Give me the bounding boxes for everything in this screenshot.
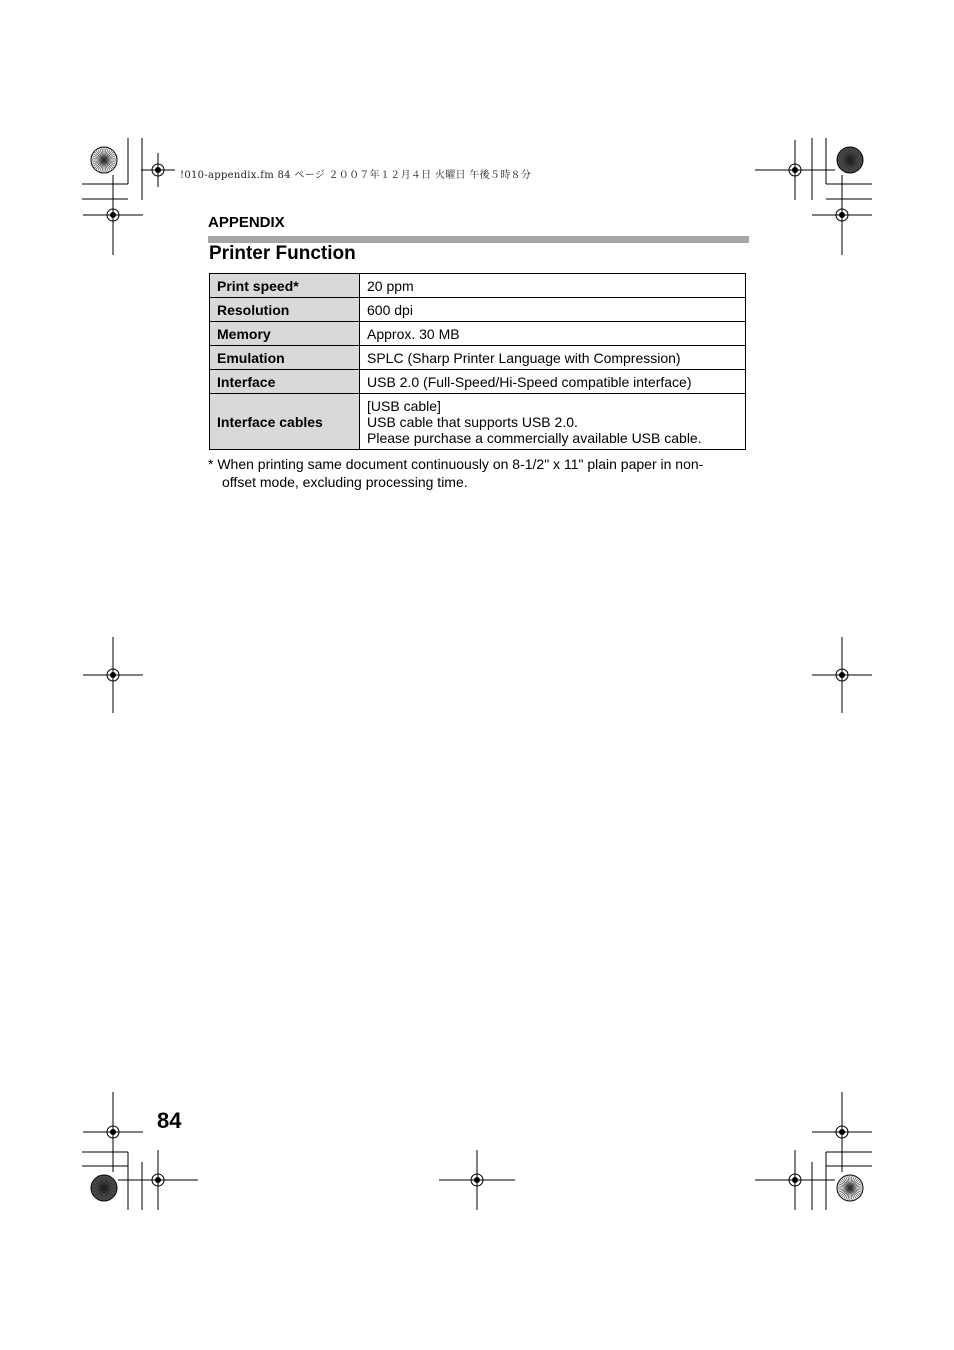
table-row [210, 298, 746, 322]
table-row [210, 370, 746, 394]
footnote-line: * When printing same document continuously on 8-1/2" x 11" plain paper in non- [208, 456, 704, 472]
crosshair-dot [156, 168, 161, 173]
spec-label: Resolution [210, 298, 360, 322]
spec-label: Interface [210, 370, 360, 394]
footnote-line: offset mode, excluding processing time. [222, 474, 468, 490]
crosshair-dot [156, 1178, 161, 1183]
crosshair-dot [475, 1178, 480, 1183]
spec-table [209, 273, 746, 450]
spec-value: 20 ppm [360, 274, 746, 298]
spec-value: Approx. 30 MB [360, 322, 746, 346]
crosshair-dot [111, 213, 116, 218]
page-number: 84 [157, 1108, 182, 1133]
page-title: Printer Function [209, 243, 356, 264]
crosshair-dot [840, 1130, 845, 1135]
crosshair-dot [840, 213, 845, 218]
spec-value-line: Please purchase a commercially available USB cable. [367, 429, 702, 446]
section-rule [208, 236, 749, 243]
spec-label: Emulation [210, 346, 360, 370]
crosshair-dot [840, 673, 845, 678]
spec-value [360, 394, 746, 450]
spec-value-line: USB cable that supports USB 2.0. [367, 413, 578, 430]
spec-value-line: [USB cable] [367, 397, 441, 414]
spec-value: SPLC (Sharp Printer Language with Compression) [360, 346, 746, 370]
crosshair-dot [793, 168, 798, 173]
spec-label: Interface cables [210, 394, 360, 450]
table-row [210, 274, 746, 298]
footnote [208, 455, 748, 491]
file-slug: !010-appendix.fm 84 ページ ２００７年１２月４日 火曜日 午後５時８分 [180, 170, 532, 181]
crosshair-dot [111, 673, 116, 678]
spec-label: Print speed* [210, 274, 360, 298]
spec-label: Memory [210, 322, 360, 346]
section-label: APPENDIX [208, 214, 285, 231]
table-row [210, 322, 746, 346]
spec-value: 600 dpi [360, 298, 746, 322]
crosshair-dot [793, 1178, 798, 1183]
crosshair-dot [111, 1130, 116, 1135]
table-row [210, 394, 746, 450]
spec-value: USB 2.0 (Full-Speed/Hi-Speed compatible interface) [360, 370, 746, 394]
table-row [210, 346, 746, 370]
